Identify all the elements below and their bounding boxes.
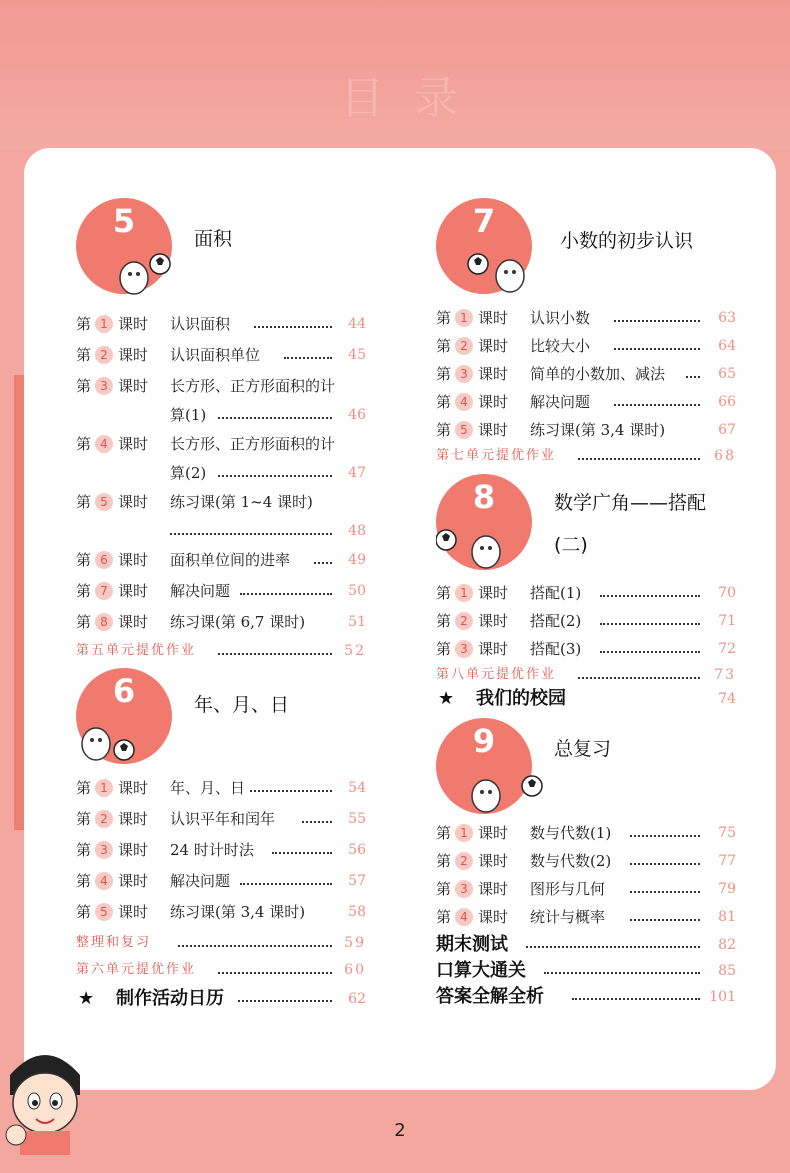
page-ref: 62 xyxy=(348,991,366,1007)
lesson-9-4[interactable]: 第 4 课时 统计与概率 81 xyxy=(436,905,736,929)
unit-5-number: 5 xyxy=(112,202,136,240)
leader-dots xyxy=(614,390,700,406)
lesson-name: 搭配(1) xyxy=(530,584,582,602)
leader-dots xyxy=(526,932,700,948)
page-ref: 72 xyxy=(718,641,736,657)
lesson-name: 图形与几何 xyxy=(530,880,606,898)
leader-dots xyxy=(218,639,332,655)
final-label: 口算大通关 xyxy=(436,960,526,981)
extra-label: 第五单元提优作业 xyxy=(76,643,197,658)
leader-dots xyxy=(614,306,700,322)
page-ref: 46 xyxy=(348,407,366,423)
leader-dots xyxy=(284,343,332,359)
lesson-name: 24 时计时法 xyxy=(170,841,254,859)
lesson-number-badge: 3 xyxy=(95,841,113,859)
leader-dots xyxy=(600,637,700,653)
lesson-number-badge: 3 xyxy=(455,365,473,383)
lesson-name: 长方形、正方形面积的计 xyxy=(170,377,336,395)
lesson-number-badge: 1 xyxy=(455,584,473,602)
extra-label: 整理和复习 xyxy=(76,935,152,950)
toc-card xyxy=(24,148,776,1090)
leader-dots xyxy=(572,984,700,1000)
lesson-7-3[interactable]: 第 3 课时 简单的小数加、减法 65 xyxy=(436,362,736,386)
dinosaur-mascot-icon xyxy=(110,248,174,302)
unit-5-extra[interactable] xyxy=(76,639,366,663)
page-ref: 85 xyxy=(718,963,736,979)
page-ref: 68 xyxy=(714,448,736,464)
page-ref: 48 xyxy=(348,523,366,539)
page-ref: 73 xyxy=(714,667,736,683)
lesson-name: 认识面积单位 xyxy=(170,346,261,364)
lesson-name: 解决问题 xyxy=(170,582,231,600)
lesson-name: 长方形、正方形面积的计 xyxy=(170,435,336,453)
lesson-number-badge: 5 xyxy=(95,903,113,921)
lesson-name: 解决问题 xyxy=(170,872,231,890)
leader-dots xyxy=(218,461,332,477)
lesson-5-6[interactable]: 第 6 课时 面积单位间的进率 49 xyxy=(76,548,366,572)
dinosaur-mascot-icon xyxy=(466,246,536,302)
page-ref: 50 xyxy=(348,583,366,599)
leader-dots xyxy=(578,444,700,460)
activity-label: 制作活动日历 xyxy=(116,988,224,1009)
page-ref: 45 xyxy=(348,347,366,363)
lesson-9-1[interactable]: 第 1 课时 数与代数(1) 75 xyxy=(436,821,736,845)
page-title: 目录 xyxy=(340,73,488,124)
final-exam[interactable] xyxy=(436,932,736,958)
lesson-number-badge: 1 xyxy=(95,315,113,333)
lesson-5-1[interactable]: 第 1 课时 认识面积 44 xyxy=(76,312,366,336)
lesson-name: 数与代数(2) xyxy=(530,852,612,870)
lesson-name: 算(2) xyxy=(170,464,207,482)
page-ref: 70 xyxy=(718,585,736,601)
lesson-9-2[interactable]: 第 2 课时 数与代数(2) 77 xyxy=(436,849,736,873)
lesson-5-3-cont[interactable] xyxy=(170,403,366,427)
page-ref: 51 xyxy=(348,614,366,630)
oral-calc[interactable] xyxy=(436,958,736,984)
page-ref: 49 xyxy=(348,552,366,568)
leader-dots xyxy=(254,312,332,328)
lesson-6-1[interactable]: 第 1 课时 年、月、日 54 xyxy=(76,776,366,800)
page-ref: 44 xyxy=(348,316,366,332)
lesson-number-badge: 4 xyxy=(95,435,113,453)
page-ref: 65 xyxy=(718,366,736,382)
lesson-9-3[interactable]: 第 3 课时 图形与几何 79 xyxy=(436,877,736,901)
lesson-name: 搭配(2) xyxy=(530,612,582,630)
lesson-name: 练习课(第 6,7 课时) xyxy=(170,613,306,631)
unit-6-title: 年、月、日 xyxy=(194,694,290,716)
star-icon: ★ xyxy=(78,988,95,1009)
leader-dots xyxy=(630,849,700,865)
page-ref: 81 xyxy=(718,909,736,925)
lesson-5-5-cont xyxy=(170,519,366,543)
lesson-number-badge: 8 xyxy=(95,613,113,631)
lesson-6-3[interactable]: 第 3 课时 24 时计时法 56 xyxy=(76,838,366,862)
unit-5-title: 面积 xyxy=(194,228,233,250)
leader-dots xyxy=(218,403,332,419)
page-ref: 57 xyxy=(348,873,366,889)
lesson-number-badge: 1 xyxy=(455,309,473,327)
extra-label: 第六单元提优作业 xyxy=(76,962,197,977)
lesson-6-4[interactable]: 第 4 课时 解决问题 57 xyxy=(76,869,366,893)
lesson-number-badge: 7 xyxy=(95,582,113,600)
lesson-5-5[interactable]: 第 5 课时 练习课(第 1~4 课时) xyxy=(76,490,366,514)
lesson-6-5[interactable]: 第 5 课时 练习课(第 3,4 课时) 58 xyxy=(76,900,366,924)
unit-9-number: 9 xyxy=(472,722,496,760)
cartoon-boy-icon xyxy=(0,1035,90,1155)
unit-7-number: 7 xyxy=(472,202,496,240)
extra-label: 第七单元提优作业 xyxy=(436,448,557,463)
page-ref: 59 xyxy=(344,935,366,951)
lesson-7-2[interactable]: 第 2 课时 比较大小 64 xyxy=(436,334,736,358)
lesson-name: 认识面积 xyxy=(170,315,231,333)
unit-8-extra[interactable] xyxy=(436,663,736,687)
page-ref: 60 xyxy=(344,962,366,978)
leader-dots xyxy=(240,579,332,595)
lesson-name: 数与代数(1) xyxy=(530,824,612,842)
page-ref: 67 xyxy=(718,422,736,438)
lesson-number-badge: 5 xyxy=(455,421,473,439)
lesson-number-badge: 6 xyxy=(95,551,113,569)
leader-dots xyxy=(600,609,700,625)
leader-dots xyxy=(630,905,700,921)
page-ref: 52 xyxy=(344,643,366,659)
star-icon: ★ xyxy=(438,688,455,709)
unit-9-title: 总复习 xyxy=(554,738,612,760)
unit-8-activity[interactable] xyxy=(436,686,736,712)
lesson-name: 认识平年和闰年 xyxy=(170,810,276,828)
leader-dots xyxy=(240,869,332,885)
lesson-number-badge: 3 xyxy=(455,880,473,898)
page-ref: 54 xyxy=(348,780,366,796)
unit-7-title: 小数的初步认识 xyxy=(560,230,694,252)
lesson-5-4-cont[interactable] xyxy=(170,461,366,485)
page-ref: 55 xyxy=(348,811,366,827)
lesson-5-4[interactable]: 第 4 课时 长方形、正方形面积的计 xyxy=(76,432,366,456)
page-ref: 77 xyxy=(718,853,736,869)
leader-dots xyxy=(272,838,332,854)
page-ref: 58 xyxy=(348,904,366,920)
leader-dots xyxy=(544,958,700,974)
lesson-number-badge: 2 xyxy=(455,337,473,355)
lesson-number-badge: 5 xyxy=(95,493,113,511)
lesson-7-1[interactable]: 第 1 课时 认识小数 63 xyxy=(436,306,736,330)
lesson-number-badge: 2 xyxy=(455,612,473,630)
lesson-number-badge: 3 xyxy=(95,377,113,395)
page-ref: 64 xyxy=(718,338,736,354)
lesson-name: 搭配(3) xyxy=(530,640,582,658)
lesson-name: 认识小数 xyxy=(530,309,591,327)
dinosaur-mascot-icon xyxy=(436,522,516,578)
unit-8-title: 数学广角——搭配 xyxy=(554,492,707,514)
lesson-name: 练习课(第 3,4 课时) xyxy=(530,421,666,439)
activity-label: 我们的校园 xyxy=(476,688,566,709)
page-ref: 74 xyxy=(718,691,736,707)
leader-dots xyxy=(238,986,332,1002)
leader-dots xyxy=(686,362,700,378)
leader-dots xyxy=(250,776,332,792)
leader-dots xyxy=(578,663,700,679)
lesson-8-2[interactable]: 第 2 课时 搭配(2) 71 xyxy=(436,609,736,633)
unit-7-extra[interactable] xyxy=(436,444,736,468)
lesson-name: 解决问题 xyxy=(530,393,591,411)
page-ref: 79 xyxy=(718,881,736,897)
leader-dots xyxy=(600,581,700,597)
final-label: 答案全解全析 xyxy=(436,986,544,1007)
lesson-name: 统计与概率 xyxy=(530,908,606,926)
lesson-5-3[interactable]: 第 3 课时 长方形、正方形面积的计 xyxy=(76,374,366,398)
lesson-8-3[interactable]: 第 3 课时 搭配(3) 72 xyxy=(436,637,736,661)
leader-dots xyxy=(302,807,332,823)
lesson-7-4[interactable]: 第 4 课时 解决问题 66 xyxy=(436,390,736,414)
lesson-name: 练习课(第 3,4 课时) xyxy=(170,903,306,921)
unit-8-number: 8 xyxy=(472,478,496,516)
unit-6-review[interactable] xyxy=(76,931,366,955)
lesson-name: 面积单位间的进率 xyxy=(170,551,291,569)
lesson-name: 简单的小数加、减法 xyxy=(530,365,666,383)
answers[interactable] xyxy=(436,984,736,1010)
lesson-number-badge: 2 xyxy=(95,346,113,364)
dinosaur-mascot-icon xyxy=(462,766,546,822)
lesson-number-badge: 3 xyxy=(455,640,473,658)
leader-dots xyxy=(630,821,700,837)
final-label: 期末测试 xyxy=(436,934,508,955)
lesson-5-7[interactable]: 第 7 课时 解决问题 50 xyxy=(76,579,366,603)
lesson-number-badge: 2 xyxy=(95,810,113,828)
leader-dots xyxy=(218,958,332,974)
page-ref: 63 xyxy=(718,310,736,326)
lesson-number-badge: 1 xyxy=(95,779,113,797)
leader-dots xyxy=(170,519,332,535)
lesson-5-2[interactable]: 第 2 课时 认识面积单位 45 xyxy=(76,343,366,367)
lesson-number-badge: 1 xyxy=(455,824,473,842)
lesson-number-badge: 2 xyxy=(455,852,473,870)
unit-6-extra[interactable] xyxy=(76,958,366,982)
unit-6-number: 6 xyxy=(112,672,136,710)
page-ref: 71 xyxy=(718,613,736,629)
leader-dots xyxy=(614,334,700,350)
page-ref: 47 xyxy=(348,465,366,481)
dinosaur-mascot-icon xyxy=(76,714,140,768)
lesson-name: 比较大小 xyxy=(530,337,591,355)
unit-6-activity[interactable] xyxy=(76,986,366,1012)
page-number: 2 xyxy=(394,1120,406,1141)
page-ref: 75 xyxy=(718,825,736,841)
leader-dots xyxy=(178,931,332,947)
lesson-name: 练习课(第 1~4 课时) xyxy=(170,493,313,511)
lesson-name: 年、月、日 xyxy=(170,779,246,797)
lesson-6-2[interactable]: 第 2 课时 认识平年和闰年 55 xyxy=(76,807,366,831)
page-ref: 82 xyxy=(718,937,736,953)
leader-dots xyxy=(630,877,700,893)
page-ref: 56 xyxy=(348,842,366,858)
unit-8-title-line2: (二) xyxy=(554,534,588,556)
lesson-8-1[interactable]: 第 1 课时 搭配(1) 70 xyxy=(436,581,736,605)
lesson-number-badge: 4 xyxy=(455,908,473,926)
lesson-5-8[interactable]: 第 8 课时 练习课(第 6,7 课时) 51 xyxy=(76,610,366,634)
page-ref: 101 xyxy=(709,989,736,1005)
extra-label: 第八单元提优作业 xyxy=(436,667,557,682)
lesson-number-badge: 4 xyxy=(455,393,473,411)
lesson-name: 算(1) xyxy=(170,406,207,424)
lesson-7-5[interactable]: 第 5 课时 练习课(第 3,4 课时) 67 xyxy=(436,418,736,442)
page-ref: 66 xyxy=(718,394,736,410)
lesson-number-badge: 4 xyxy=(95,872,113,890)
